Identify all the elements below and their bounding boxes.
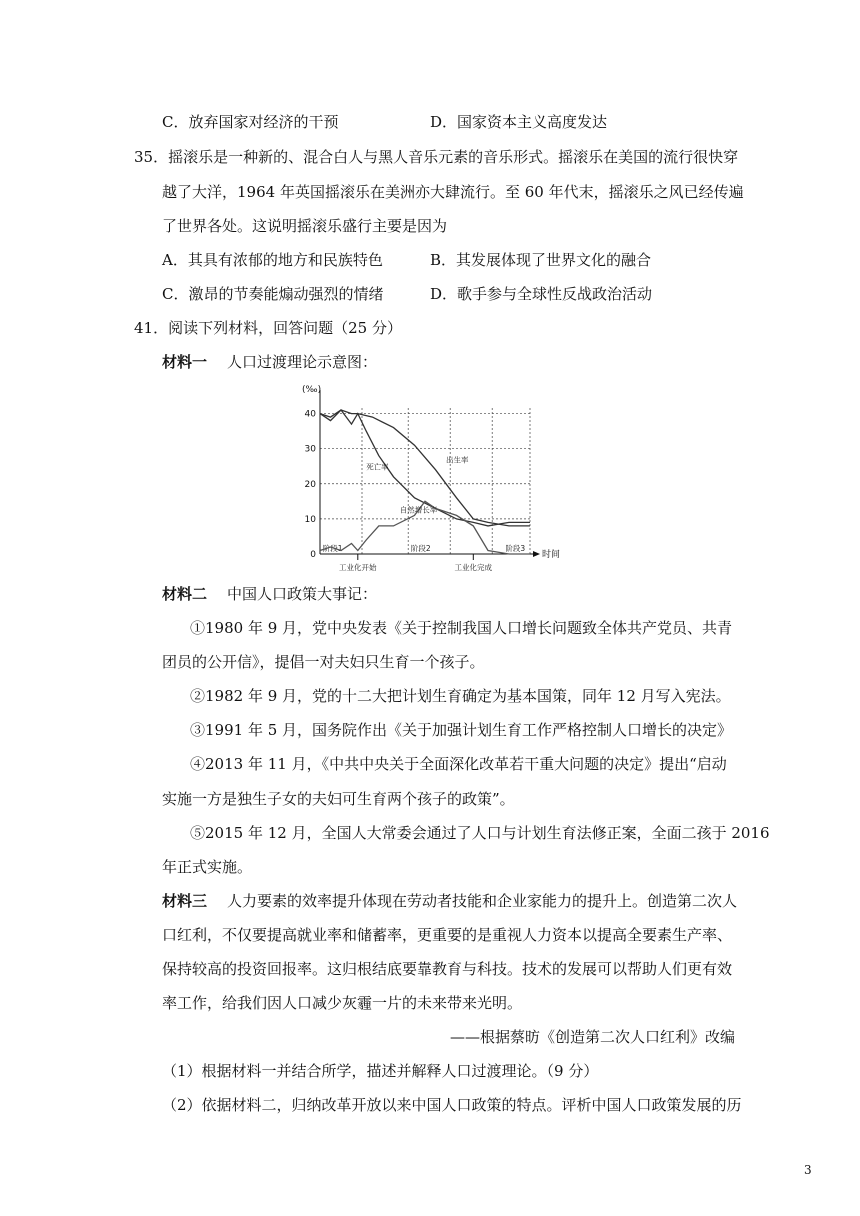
option-34c: C．放弃国家对经济的干预 [162,113,339,131]
policy-item-1-line-2: 团员的公开信》，提倡一对夫妇只生育一个孩子。 [162,653,485,671]
y-tick-label: 10 [304,514,316,525]
sub-question-2: （2）依据材料二，归纳改革开放以来中国人口政策的特点。评析中国人口政策发展的历 [162,1096,742,1114]
x-marker-label: 工业化开始 [339,563,377,572]
x-marker-label: 工业化完成 [454,563,493,572]
material-3-source: ——根据蔡昉《创造第二次人口红利》改编 [450,1028,736,1046]
option-34d: D．国家资本主义高度发达 [430,113,608,131]
material-3-line-1 [162,891,737,911]
sub-question-1: （1）根据材料一并结合所学，描述并解释人口过渡理论。（9 分） [162,1062,599,1080]
y-tick-label: 0 [310,550,316,560]
material-1-heading [162,352,377,372]
y-tick-label: 30 [304,444,316,455]
material-3-line-4: 率工作，给我们因人口减少灰霾一片的未来带来光明。 [162,994,523,1012]
stage-label: 阶段3 [505,544,526,553]
question-35-line-2: 越了大洋，1964 年英国摇滚乐在美洲亦大肆流行。至 60 年代末，摇滚乐之风已经传遍 [162,183,744,201]
stage-label: 阶段1 [322,544,343,553]
option-35d: D．歌手参与全球性反战政治活动 [430,285,653,303]
material-3-line-2: 口红利，不仅要提高就业率和储蓄率，更重要的是重视人力资本以提高全要素生产率、 [162,926,733,944]
series-label: 出生率 [446,455,469,465]
page-number: 3 [804,1163,812,1177]
question-41-intro: 41．阅读下列材料，回答问题（25 分） [134,319,402,337]
option-35c: C．激昂的节奏能煽动强烈的情绪 [162,285,384,303]
material-2-text: 中国人口政策大事记： [227,585,378,603]
population-transition-chart [298,378,561,576]
y-axis-label: (‰) [302,385,322,395]
y-tick-label: 40 [304,409,316,420]
policy-item-3: ③1991 年 5 月，国务院作出《关于加强计划生育工作严格控制人口增长的决定》 [190,721,733,739]
option-35a: A．其具有浓郁的地方和民族特色 [162,251,383,269]
question-35-line-3: 了世界各处。这说明摇滚乐盛行主要是因为 [162,217,448,235]
material-3-text-1: 人力要素的效率提升体现在劳动者技能和企业家能力的提升上。创造第二次人 [227,892,738,910]
question-35-line-1: 35．摇滚乐是一种新的、混合白人与黑人音乐元素的音乐形式。摇滚乐在美国的流行很快穿 [134,148,739,166]
series-label: 自然增长率 [399,505,438,515]
option-35b: B．其发展体现了世界文化的融合 [430,251,652,269]
material-1-label: 材料一 [162,353,208,371]
policy-item-1-line-1: ①1980 年 9 月，党中央发表《关于控制我国人口增长问题致全体共产党员、共青 [190,619,733,637]
policy-item-5-line-1: ⑤2015 年 12 月，全国人大常委会通过了人口与计划生育法修正案，全面二孩于 2016 [190,824,770,842]
policy-item-4-line-1: ④2013 年 11 月，《中共中央关于全面深化改革若干重大问题的决定》提出“启动 [190,755,727,773]
material-1-text: 人口过渡理论示意图： [227,353,378,371]
x-axis-arrow [533,551,540,557]
policy-item-5-line-2: 年正式实施。 [162,858,253,876]
material-3-label: 材料三 [162,892,208,910]
material-3-line-3: 保持较高的投资回报率。这归根结底要靠教育与科技。技术的发展可以帮助人们更有效 [162,960,733,978]
x-axis-label: 时间 [542,550,561,560]
material-2-label: 材料二 [162,585,208,603]
material-2-heading [162,584,377,604]
series-label: 死亡率 [366,462,389,472]
stage-label: 阶段2 [410,544,431,553]
policy-item-4-line-2: 实施一方是独生子女的夫妇可生育两个孩子的政策”。 [162,790,515,808]
y-tick-label: 20 [304,479,316,490]
policy-item-2: ②1982 年 9 月，党的十二大把计划生育确定为基本国策，同年 12 月写入宪法。 [190,687,731,705]
